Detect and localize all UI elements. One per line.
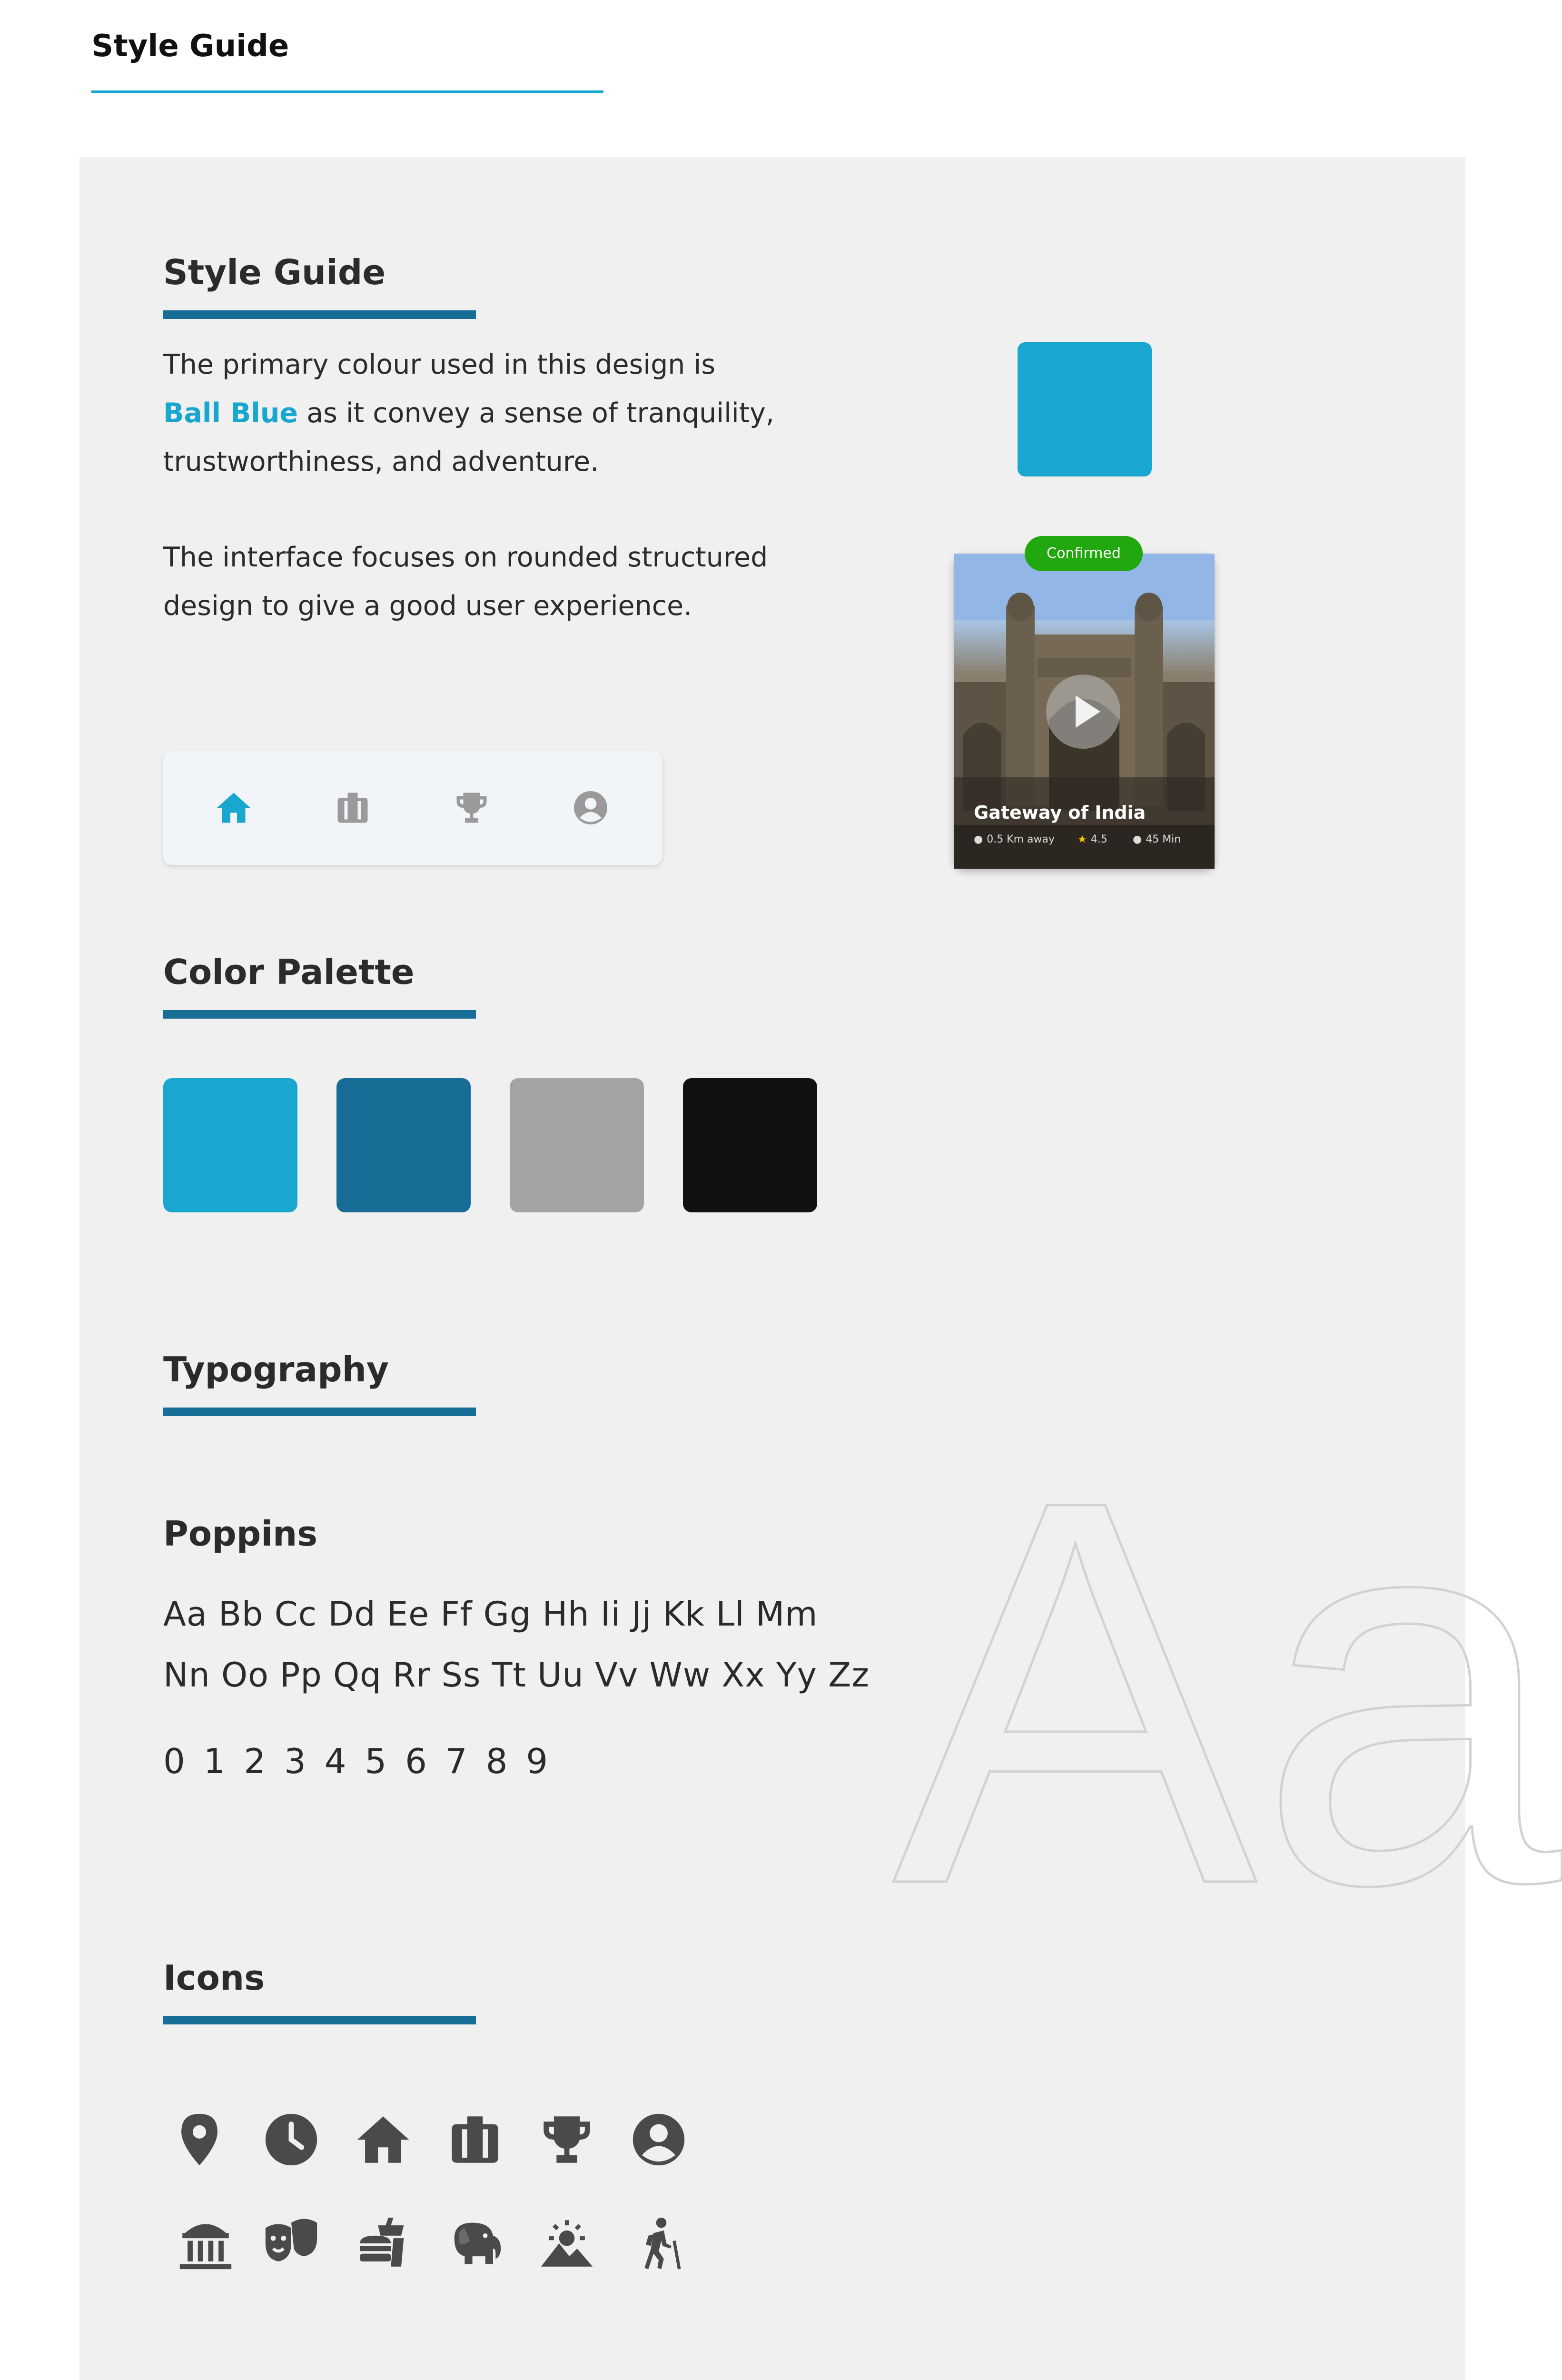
trophy-icon[interactable] (452, 788, 492, 828)
luggage-icon (444, 2109, 506, 2171)
palette-swatch (163, 1078, 297, 1212)
duration-text: 45 Min (1146, 833, 1181, 845)
distance-text: 0.5 Km away (987, 833, 1055, 845)
page-title: Style Guide (91, 29, 289, 64)
heading-bar (163, 1010, 476, 1019)
primary-color-swatch (1018, 342, 1152, 476)
heading-bar (163, 1408, 476, 1416)
primary-color-paragraph (163, 340, 774, 486)
rating-text: 4.5 (1090, 833, 1107, 845)
color-palette-heading: Color Palette (163, 952, 415, 992)
profile-icon[interactable] (571, 788, 611, 828)
sunrise-icon (536, 2212, 598, 2274)
theatre-icon (260, 2212, 322, 2274)
alphabet-line-2: Nn Oo Pp Qq Rr Ss Tt Uu Vv Ww Xx Yy Zz (163, 1656, 870, 1695)
distance-meta (974, 833, 1055, 845)
pin-icon: ● (974, 833, 983, 845)
palette-swatch (683, 1078, 817, 1212)
star-icon: ★ (1078, 833, 1087, 845)
typography-heading: Typography (163, 1349, 389, 1389)
place-card[interactable] (954, 554, 1215, 869)
rating-meta (1078, 833, 1107, 845)
heading-bar (163, 310, 476, 319)
home-icon[interactable] (214, 788, 254, 828)
palette-swatch (510, 1078, 644, 1212)
play-button[interactable] (1046, 674, 1120, 749)
para-text: trustworthiness, and adventure. (163, 446, 599, 477)
trophy-icon (536, 2109, 598, 2171)
hiking-icon (628, 2212, 690, 2274)
alphabet-line-1: Aa Bb Cc Dd Ee Ff Gg Hh Ii Jj Kk Ll Mm (163, 1595, 818, 1634)
bottom-navbar (163, 751, 662, 865)
duration-meta (1133, 833, 1181, 845)
para-text: design to give a good user experience. (163, 590, 692, 622)
luggage-icon[interactable] (333, 788, 373, 828)
font-sample-outline: Aa (892, 1386, 1562, 1998)
location-icon (168, 2109, 230, 2171)
palette-swatch (336, 1078, 471, 1212)
para-text: The primary colour used in this design is (163, 349, 716, 380)
para-text: The interface focuses on rounded structured (163, 542, 768, 573)
card-title: Gateway of India (974, 802, 1146, 823)
profile-icon (628, 2109, 690, 2171)
title-underline (91, 90, 603, 93)
museum-icon (175, 2212, 237, 2274)
home-icon (352, 2109, 414, 2171)
clock-icon: ● (1133, 833, 1142, 845)
font-name: Poppins (163, 1514, 318, 1554)
icons-heading: Icons (163, 1958, 265, 1998)
style-guide-panel (79, 157, 1562, 2380)
digits-line: 0 1 2 3 4 5 6 7 8 9 (163, 1741, 552, 1781)
interface-paragraph (163, 533, 768, 630)
food-icon (352, 2212, 414, 2274)
ball-blue-highlight: Ball Blue (163, 397, 298, 429)
clock-icon (260, 2109, 322, 2171)
elephant-icon (444, 2212, 506, 2274)
heading-bar (163, 2016, 476, 2024)
confirmed-badge: Confirmed (1025, 536, 1143, 571)
style-guide-heading: Style Guide (163, 252, 386, 292)
para-text: as it convey a sense of tranquility, (306, 397, 774, 429)
